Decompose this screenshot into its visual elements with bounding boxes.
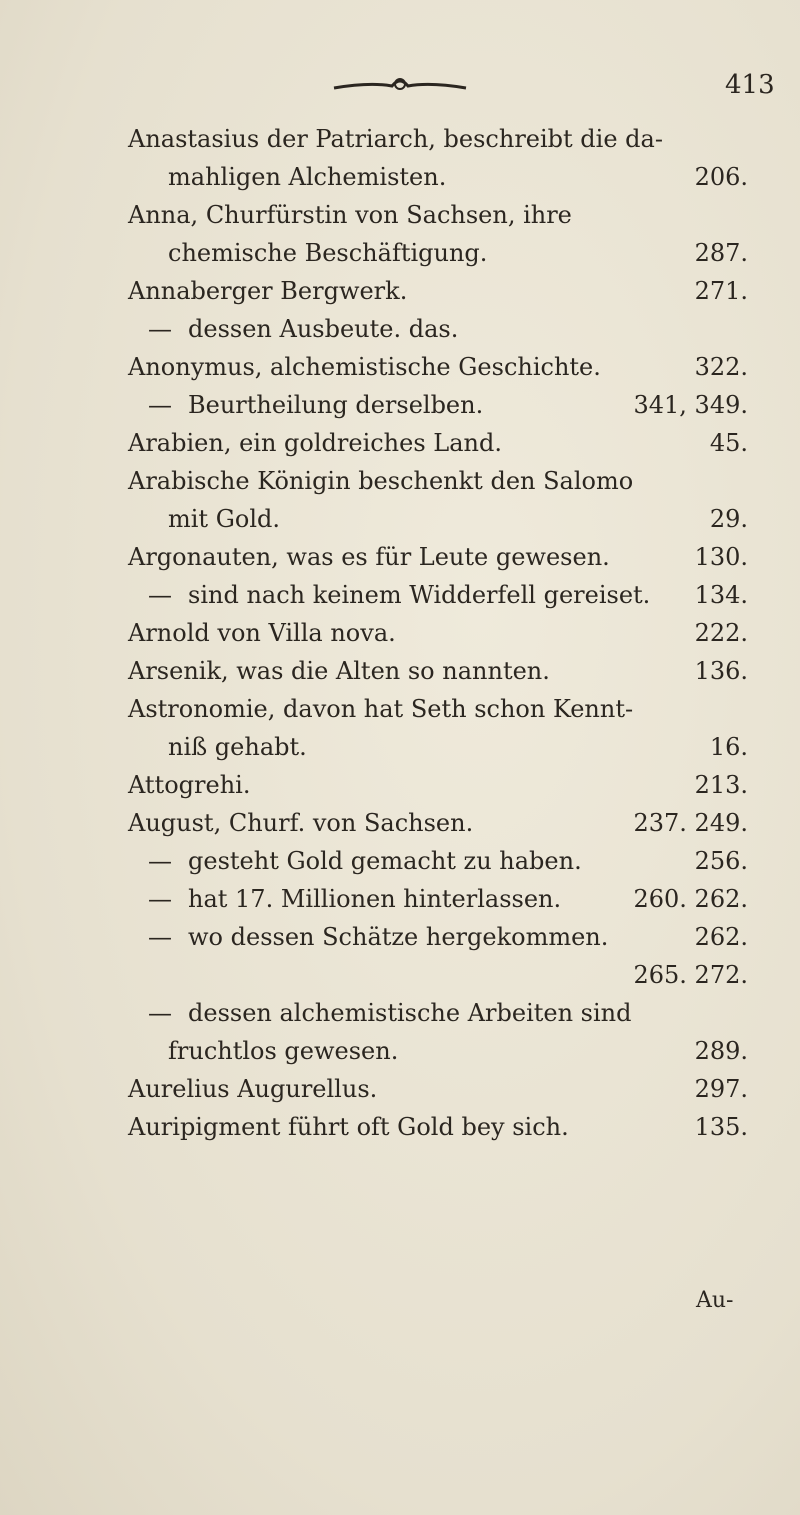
entry-text: dessen alchemistische Arbeiten sind xyxy=(188,999,632,1027)
entry-text: sind nach keinem Widderfell gereiset. xyxy=(188,581,651,609)
dash: — xyxy=(148,315,172,343)
entry-text: mit Gold. xyxy=(168,505,280,533)
index-entry xyxy=(128,766,748,804)
index-entry xyxy=(128,842,748,880)
index-entry xyxy=(128,158,748,196)
entry-text: mahligen Alchemisten. xyxy=(168,163,447,191)
entry-pages: 213. xyxy=(694,771,748,799)
index-entry xyxy=(128,424,748,462)
index-entry xyxy=(128,310,748,348)
entry-text: fruchtlos gewesen. xyxy=(168,1037,399,1065)
entry-pages: 256. xyxy=(694,847,748,875)
index-entry xyxy=(128,234,748,272)
index-entry xyxy=(128,994,748,1032)
dash: — xyxy=(148,885,172,913)
index-entry xyxy=(128,196,748,234)
entry-text: Anna, Churfürstin von Sachsen, ihre xyxy=(128,201,572,229)
entry-pages: 135. xyxy=(694,1113,748,1141)
index-entries xyxy=(128,120,748,1146)
index-entry xyxy=(128,804,748,842)
entry-pages: 222. xyxy=(694,619,748,647)
entry-pages: 45. xyxy=(709,429,748,457)
entry-pages: 260. 262. xyxy=(633,885,748,913)
dash: — xyxy=(148,581,172,609)
index-entry xyxy=(128,272,748,310)
index-entry xyxy=(128,348,748,386)
index-entry xyxy=(128,120,748,158)
entry-text: Arnold von Villa nova. xyxy=(128,619,396,647)
entry-pages: 287. xyxy=(694,239,748,267)
entry-pages: 130. xyxy=(694,543,748,571)
entry-text: Aurelius Augurellus. xyxy=(128,1075,378,1103)
entry-text: Anastasius der Patriarch, beschreibt die da- xyxy=(128,125,663,153)
entry-pages: 322. xyxy=(694,353,748,381)
entry-text: niß gehabt. xyxy=(168,733,307,761)
entry-pages: 16. xyxy=(709,733,748,761)
entry-text: dessen Ausbeute. das. xyxy=(188,315,459,343)
entry-text: Astronomie, davon hat Seth schon Kennt- xyxy=(128,695,634,723)
entry-pages: 237. 249. xyxy=(633,809,748,837)
entry-pages: 136. xyxy=(694,657,748,685)
entry-text: Auripigment führt oft Gold bey sich. xyxy=(128,1113,569,1141)
index-entry xyxy=(128,652,748,690)
index-entry xyxy=(128,386,748,424)
entry-pages: 29. xyxy=(709,505,748,533)
entry-text: wo dessen Schätze hergekommen. xyxy=(188,923,609,951)
index-entry xyxy=(128,576,748,614)
entry-pages: 271. xyxy=(694,277,748,305)
entry-text: hat 17. Millionen hinterlassen. xyxy=(188,885,562,913)
entry-pages: 341, 349. xyxy=(633,391,748,419)
index-entry xyxy=(128,880,748,918)
entry-pages: 134. xyxy=(694,581,748,609)
dash: — xyxy=(148,847,172,875)
entry-text: Arabien, ein goldreiches Land. xyxy=(128,429,502,457)
entry-pages: 289. xyxy=(694,1037,748,1065)
index-entry xyxy=(128,462,748,500)
entry-text: Beurtheilung derselben. xyxy=(188,391,484,419)
page-number: 413 xyxy=(725,70,775,100)
catchword: Au- xyxy=(696,1288,734,1313)
entry-text: Attogrehi. xyxy=(128,771,251,799)
index-entry xyxy=(128,1108,748,1146)
dash: — xyxy=(148,999,172,1027)
index-entry xyxy=(128,1032,748,1070)
entry-text: Annaberger Bergwerk. xyxy=(128,277,408,305)
index-entry xyxy=(128,728,748,766)
ornament-divider xyxy=(330,72,470,98)
entry-text: Arabische Königin beschenkt den Salomo xyxy=(128,467,634,495)
entry-text: Argonauten, was es für Leute gewesen. xyxy=(128,543,610,571)
entry-pages: 262. xyxy=(694,923,748,951)
entry-text: Arsenik, was die Alten so nannten. xyxy=(128,657,550,685)
index-entry xyxy=(128,690,748,728)
index-entry xyxy=(128,538,748,576)
entry-text: chemische Beschäftigung. xyxy=(168,239,488,267)
index-entry xyxy=(128,1070,748,1108)
entry-text: August, Churf. von Sachsen. xyxy=(128,809,474,837)
index-entry xyxy=(128,956,748,994)
entry-text: gesteht Gold gemacht zu haben. xyxy=(188,847,582,875)
index-entry xyxy=(128,614,748,652)
entry-pages: 206. xyxy=(694,163,748,191)
dash: — xyxy=(148,391,172,419)
entry-text: Anonymus, alchemistische Geschichte. xyxy=(128,353,601,381)
index-entry xyxy=(128,918,748,956)
entry-pages: 297. xyxy=(694,1075,748,1103)
entry-pages: 265. 272. xyxy=(633,961,748,989)
index-entry xyxy=(128,500,748,538)
dash: — xyxy=(148,923,172,951)
